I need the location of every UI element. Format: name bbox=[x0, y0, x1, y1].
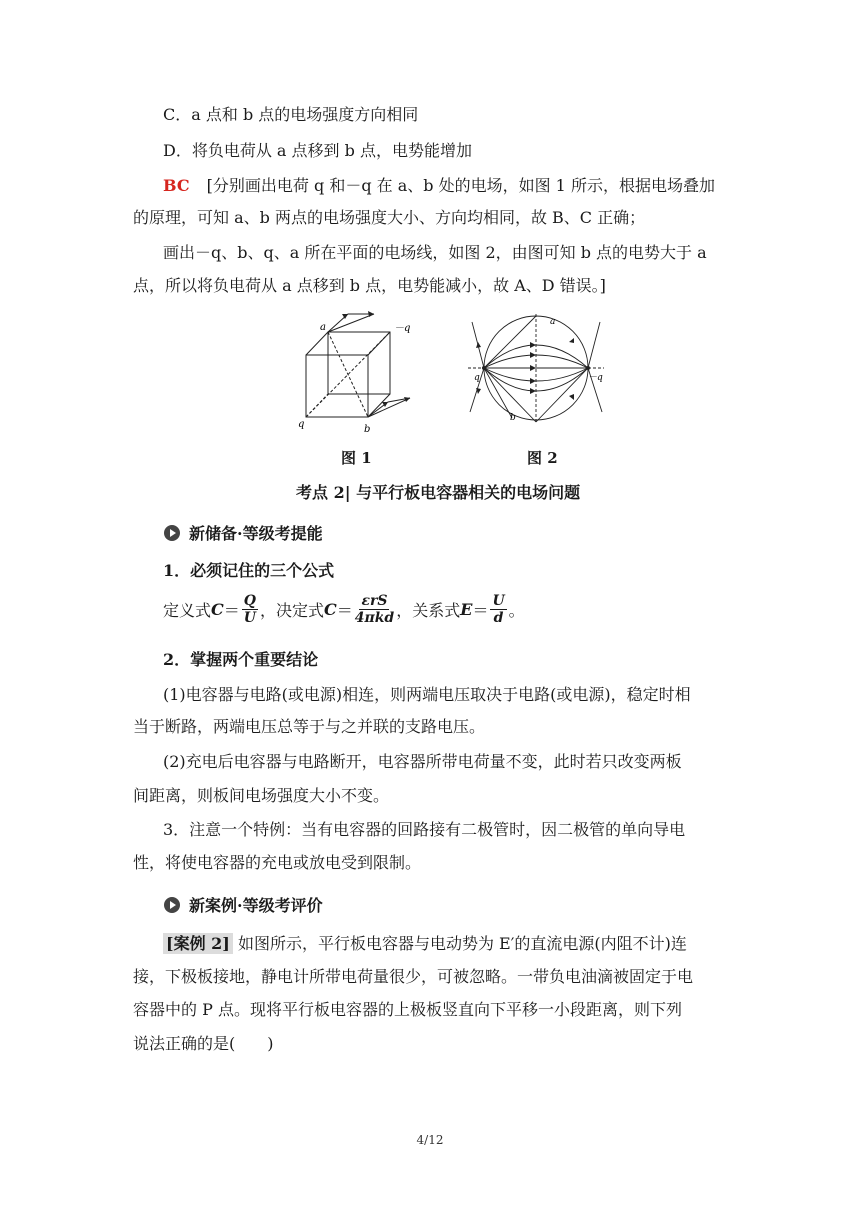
formula-end: 。 bbox=[508, 601, 525, 620]
formula-c: C bbox=[211, 600, 224, 619]
figure-2-field-lines bbox=[466, 312, 606, 424]
frac-den-d: d bbox=[493, 610, 504, 626]
formula-eq-1: ＝ bbox=[223, 601, 240, 620]
answer-line-1 bbox=[163, 176, 715, 196]
formula-e: E bbox=[460, 600, 473, 619]
fig2-label-q: q bbox=[474, 373, 480, 383]
cases-heading-text: 新案例·等级考评价 bbox=[189, 896, 323, 915]
frac-num-eps-s: εrS bbox=[361, 593, 388, 609]
fig2-label-neg-q: －q bbox=[588, 373, 603, 383]
fig1-label-b: b bbox=[364, 424, 371, 435]
formula-c-2: C bbox=[323, 600, 337, 619]
section-title: 考点 2| 与平行板电容器相关的电场问题 bbox=[296, 483, 581, 502]
item-3-line-1: 3．注意一个特例：当有电容器的回路接有二极管时，因二极管的单向导电 bbox=[163, 820, 686, 839]
fig1-label-a: a bbox=[320, 322, 326, 333]
conclusion-2-line-2: 间距离，则板间电场强度大小不变。 bbox=[133, 786, 390, 805]
fraction-q-over-u bbox=[242, 593, 258, 626]
case-text-1: 如图所示，平行板电容器与电动势为 E′的直流电源(内阻不计)连 bbox=[232, 934, 687, 953]
option-d: D．将负电荷从 a 点移到 b 点，电势能增加 bbox=[163, 141, 472, 160]
answer-text-1: [分别画出电荷 q 和－q 在 a、b 处的电场，如图 1 所示，根据电场叠加 bbox=[206, 176, 715, 195]
frac-num-u: U bbox=[492, 593, 505, 609]
formula-eq-2: ＝ bbox=[336, 601, 353, 620]
case-line-4: 说法正确的是( ) bbox=[133, 1034, 274, 1053]
formula-eq-3: ＝ bbox=[472, 601, 489, 620]
answer-line-4: 点，所以将负电荷从 a 点移到 b 点，电势能减小，故 A、D 错误。] bbox=[133, 276, 606, 295]
prep-heading-text: 新储备·等级考提能 bbox=[189, 524, 323, 543]
figure-1-cube bbox=[292, 310, 422, 440]
fraction-eps-s bbox=[355, 593, 394, 626]
fig1-label-neg-q: －q bbox=[394, 323, 411, 334]
formula-sep-1: ，决定式 bbox=[259, 601, 324, 620]
formula-sep-2: ，关系式 bbox=[396, 601, 461, 620]
page-number: 4/12 bbox=[416, 1133, 444, 1147]
frac-den-u: U bbox=[243, 610, 256, 626]
conclusion-1-line-2: 当于断路，两端电压总等于与之并联的支路电压。 bbox=[133, 717, 486, 736]
option-c: C．a 点和 b 点的电场强度方向相同 bbox=[163, 105, 419, 124]
section-marker-icon bbox=[163, 524, 181, 542]
formula-line bbox=[163, 593, 525, 626]
item-3-line-2: 性，将使电容器的充电或放电受到限制。 bbox=[133, 853, 422, 872]
fraction-u-over-d bbox=[490, 593, 506, 626]
conclusion-1-line-1: (1)电容器与电路(或电源)相连，则两端电压取决于电路(或电源)，稳定时相 bbox=[163, 685, 691, 704]
formula-def-label: 定义式 bbox=[163, 601, 212, 620]
fig2-label-a: a bbox=[550, 317, 556, 327]
frac-den-4pikd: 4πkd bbox=[354, 610, 395, 626]
case-line-2: 接，下极板接地，静电计所带电荷量很少，可被忽略。一带负电油滴被固定于电 bbox=[133, 967, 694, 986]
item-1-title: 1．必须记住的三个公式 bbox=[163, 561, 335, 580]
figure-1-caption: 图 1 bbox=[341, 449, 372, 467]
fig2-label-b: b bbox=[510, 413, 516, 423]
case-tag: [案例 2] bbox=[163, 933, 233, 954]
frac-num-q: Q bbox=[243, 593, 256, 609]
fig1-label-q: q bbox=[298, 419, 305, 430]
case-line-1 bbox=[163, 934, 687, 954]
case-line-3: 容器中的 P 点。现将平行板电容器的上极板竖直向下平移一小段距离，则下列 bbox=[133, 1000, 682, 1019]
conclusion-2-line-1: (2)充电后电容器与电路断开，电容器所带电荷量不变，此时若只改变两板 bbox=[163, 752, 682, 771]
answer-line-3: 画出－q、b、q、a 所在平面的电场线，如图 2，由图可知 b 点的电势大于 a bbox=[163, 243, 707, 262]
item-2-title: 2．掌握两个重要结论 bbox=[163, 650, 319, 669]
answer-label: BC bbox=[163, 176, 190, 195]
cases-heading bbox=[163, 893, 323, 916]
answer-line-2: 的原理，可知 a、b 两点的电场强度大小、方向均相同，故 B、C 正确； bbox=[133, 208, 646, 227]
prep-heading bbox=[163, 521, 323, 544]
figure-2-caption: 图 2 bbox=[527, 449, 558, 467]
section-marker-icon bbox=[163, 896, 181, 914]
